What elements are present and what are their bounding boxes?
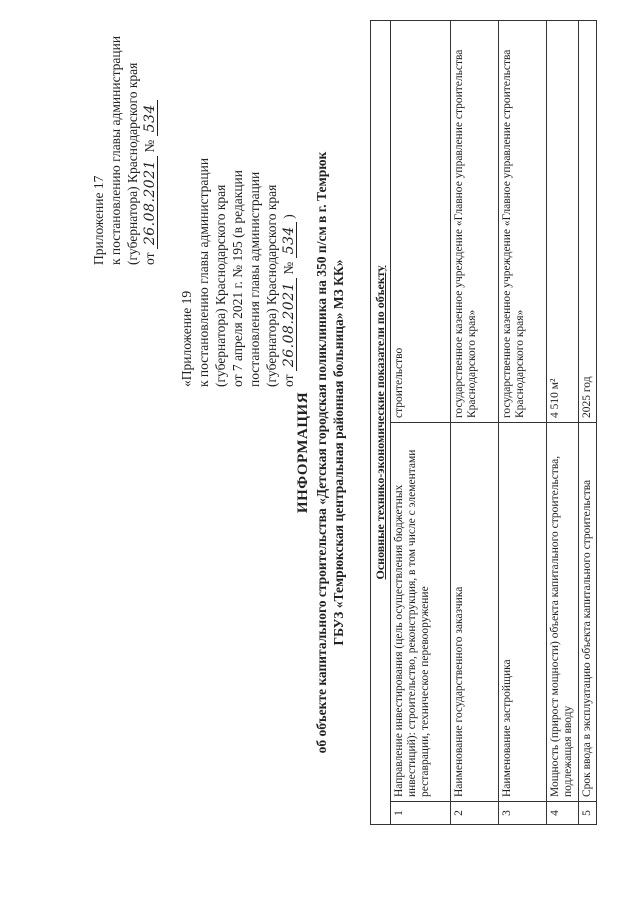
indicators-table bbox=[370, 20, 597, 825]
row-name: Мощность (прирост мощности) объекта капитального строительства, подлежащая вводу bbox=[547, 423, 579, 802]
appendix-17-date-line bbox=[141, 36, 158, 265]
document-subtitle: ГБУЗ «Темрюкская центральная районная больница» МЗ КК» bbox=[331, 259, 346, 646]
handwritten-date: 26.08.2021 bbox=[282, 278, 297, 371]
row-name: Направление инвестирования (цель осуществления бюджетных инвестиций): строительство, реконструкция, в том числе с элементами реставрации, техническое перевооружение bbox=[391, 423, 451, 802]
table-row bbox=[499, 21, 547, 825]
appendix-19-line: от 7 апреля 2021 г. № 195 (в редакции bbox=[230, 170, 245, 387]
table-row bbox=[391, 21, 451, 825]
date-prefix: от bbox=[281, 374, 296, 387]
table-row bbox=[579, 21, 597, 825]
appendix-17-line: (губернатора) Краснодарского края bbox=[125, 62, 140, 265]
row-number: 5 bbox=[579, 802, 597, 825]
appendix-19-line: к постановлению главы администрации bbox=[196, 157, 211, 387]
date-prefix: от bbox=[142, 252, 157, 265]
appendix-19-title: «Приложение 19 bbox=[179, 290, 194, 387]
row-name: Наименование застройщика bbox=[499, 423, 547, 802]
row-name: Наименование государственного заказчика bbox=[451, 423, 499, 802]
row-value: 4 510 м² bbox=[547, 21, 579, 423]
appendix-19-line: (губернатора) Краснодарского края bbox=[213, 184, 228, 387]
appendix-19-line: постановления главы администрации bbox=[247, 171, 262, 387]
handwritten-date: 26.08.2021 bbox=[143, 156, 158, 249]
appendix-17-line: к постановлению главы администрации bbox=[108, 35, 123, 265]
handwritten-number: 534 bbox=[143, 100, 158, 136]
row-number: 3 bbox=[499, 802, 547, 825]
row-value: строительство bbox=[391, 21, 451, 423]
table-row bbox=[451, 21, 499, 825]
appendix-19-block bbox=[178, 158, 297, 387]
appendix-17-title: Приложение 17 bbox=[91, 175, 106, 265]
row-value: 2025 год bbox=[579, 21, 597, 423]
document-subtitle: об объекте капитального строительства «Детская городская поликлиника на 350 п/см в г. Темрюк bbox=[314, 151, 329, 754]
row-value: государственное казенное учреждение «Главное управление строительства Краснодарского края» bbox=[451, 21, 499, 423]
handwritten-number: 534 bbox=[282, 222, 297, 258]
number-prefix: № bbox=[142, 139, 157, 153]
table-section-header bbox=[371, 21, 391, 825]
row-number: 1 bbox=[391, 802, 451, 825]
row-number: 2 bbox=[451, 802, 499, 825]
closing-paren: ) bbox=[281, 214, 296, 219]
row-value: государственное казенное учреждение «Главное управление строительства Краснодарского края» bbox=[499, 21, 547, 423]
row-number: 4 bbox=[547, 802, 579, 825]
row-name: Срок ввода в эксплуатацию объекта капитального строительства bbox=[579, 423, 597, 802]
number-prefix: № bbox=[281, 261, 296, 275]
section-header-cell: Основные технико-экономические показатели по объекту bbox=[371, 21, 391, 825]
table-row bbox=[547, 21, 579, 825]
document-title: ИНФОРМАЦИЯ bbox=[295, 391, 311, 514]
appendix-19-line: (губернатора) Краснодарского края bbox=[264, 184, 279, 387]
appendix-17-block bbox=[90, 36, 158, 265]
title-block bbox=[294, 0, 347, 905]
